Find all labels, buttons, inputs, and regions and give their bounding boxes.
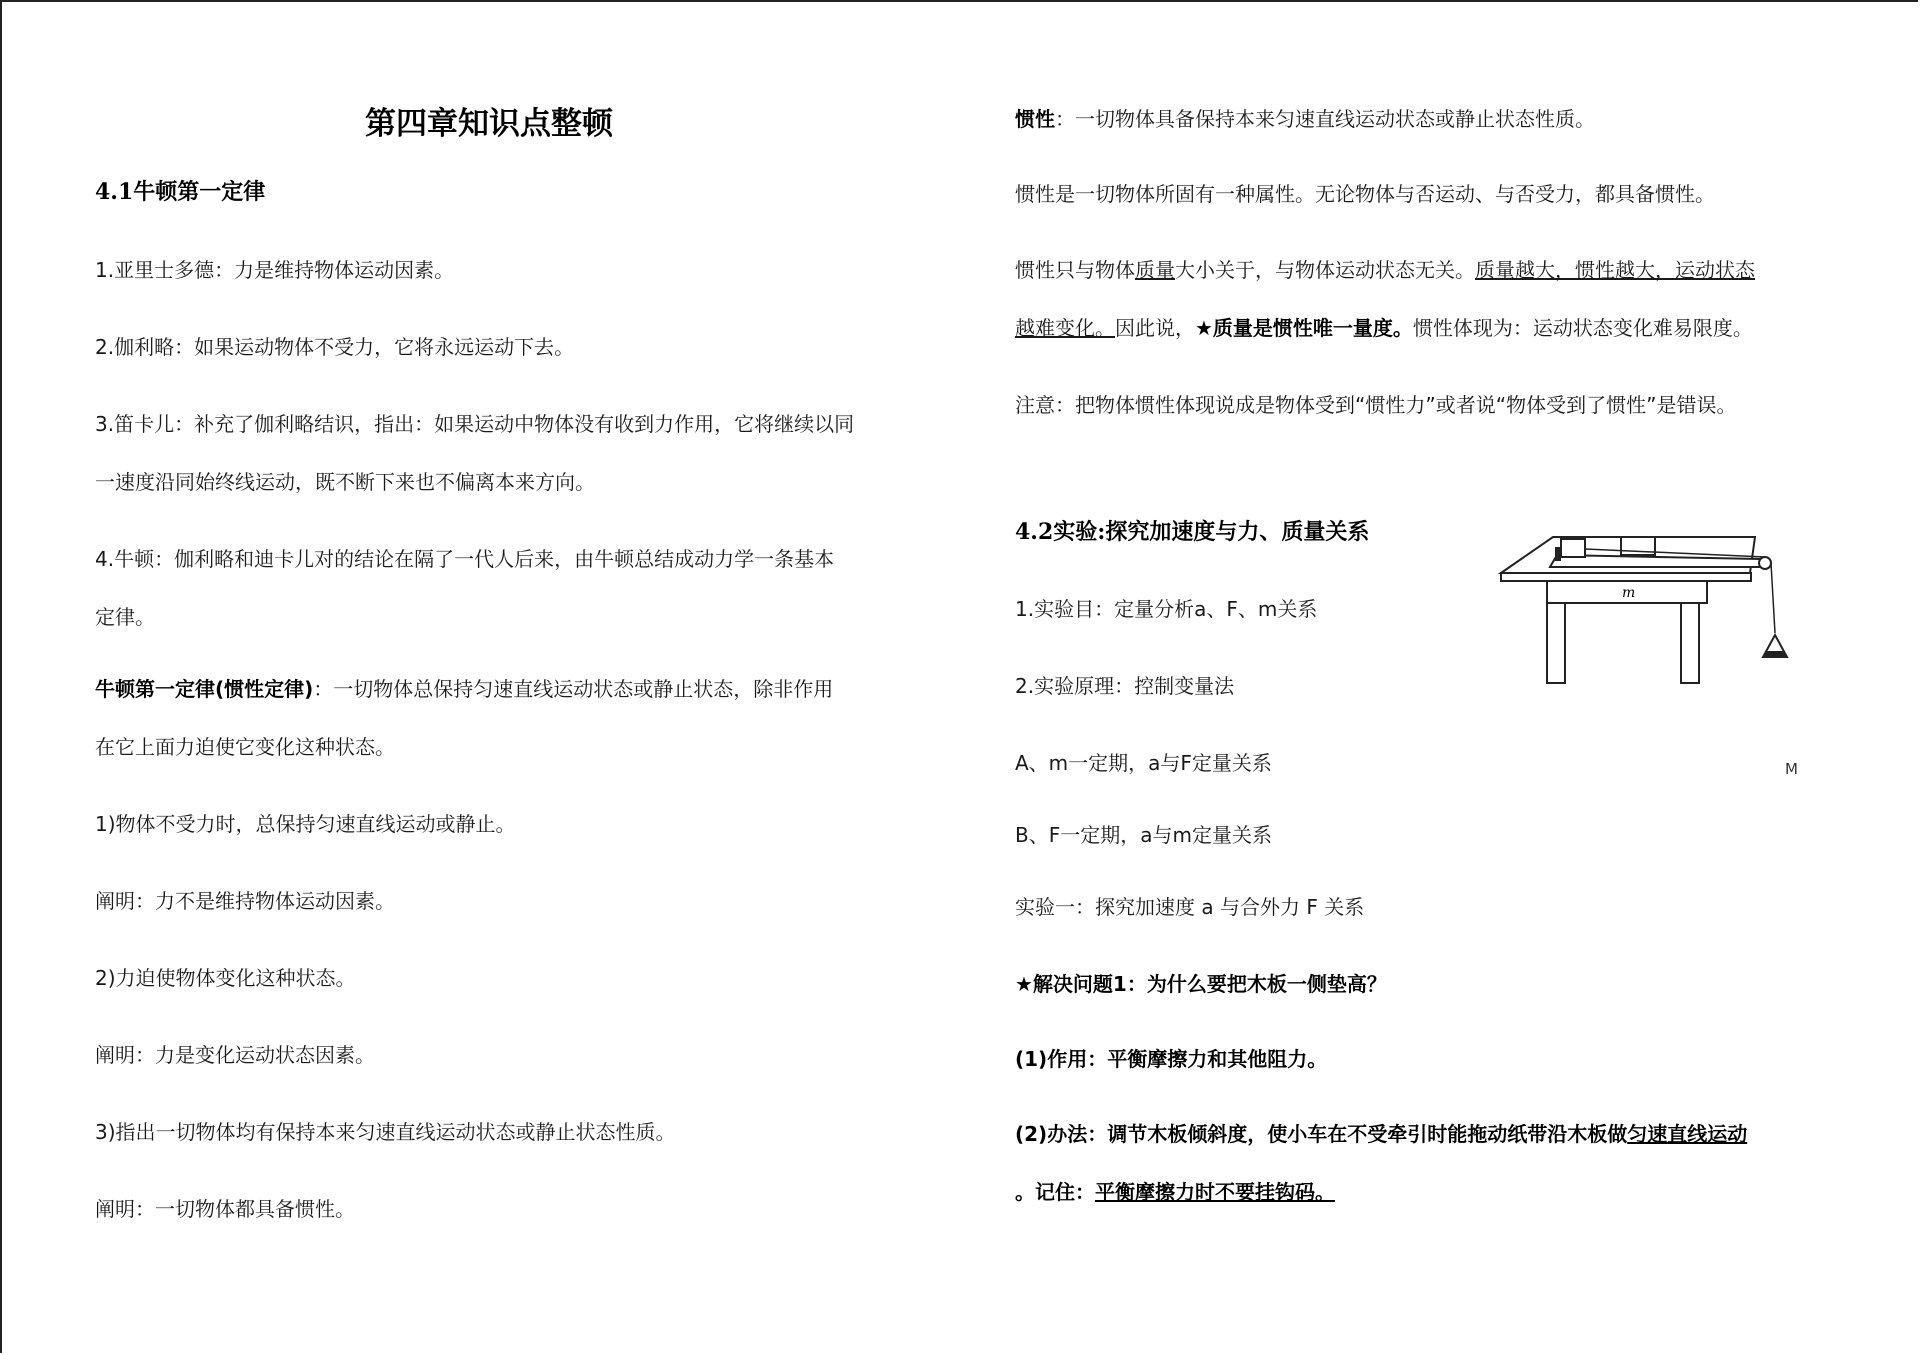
condition-a: A、m一定期，a与F定量关系 [1015,751,1272,775]
inertia-mass-line1 [1015,258,1755,282]
remember-prefix: 。记住： [1015,1180,1095,1204]
inertia-key-point: ★质量是惯性唯一量度。 [1195,316,1413,340]
law-text: ：一切物体总保持匀速直线运动状态或静止状态，除非作用 [313,677,834,701]
experiment-purpose: 1.实验目：定量分析a、F、m关系 [1015,597,1318,621]
question-1: ★解决问题1：为什么要把木板一侧垫高？ [1015,972,1387,996]
section-heading-4-1: 4.1牛顿第一定律 [95,179,266,205]
paragraph-galileo: 2.伽利略：如果运动物体不受力，它将永远运动下去。 [95,335,575,359]
inertia-therefore: 因此说， [1115,316,1195,340]
paragraph-descartes-line2: 一速度沿同始终线运动，既不断下来也不偏离本来方向。 [95,470,595,494]
figure-side-label: M [1785,760,1798,778]
point-1: 1)物体不受力时，总保持匀速直线运动或静止。 [95,812,516,836]
inertia-definition [1015,107,1595,131]
cart-mass-label: m [1622,585,1636,601]
paragraph-newton-line1: 4.牛顿：伽利略和迪卡儿对的结论在隔了一代人后来，由牛顿总结成动力学一条基本 [95,547,835,571]
section-heading-4-2: 4.2实验:探究加速度与力、质量关系 [1015,519,1370,545]
experiment-apparatus-figure [1495,535,1810,685]
condition-b: B、F一定期，a与m定量关系 [1015,823,1272,847]
ticker-box [1561,539,1585,557]
hook-weight-base [1765,651,1785,657]
answer-2-underlined: 匀速直线运动 [1627,1122,1748,1146]
explanation-1: 阐明：力不是维持物体运动因素。 [95,889,395,913]
point-2: 2)力迫使物体变化这种状态。 [95,966,356,990]
paragraph-descartes-line1: 3.笛卡儿：补充了伽利略结识，指出：如果运动中物体没有收到力作用，它将继续以同 [95,412,855,436]
paragraph-aristotle: 1.亚里士多德：力是维持物体运动因素。 [95,258,455,282]
answer-2-line2 [1015,1180,1335,1204]
answer-2-line1 [1015,1122,1747,1146]
inertia-mass-middle: 大小关于，与物体运动状态无关。 [1175,258,1475,282]
inertia-mass-word: 质量 [1135,258,1175,282]
answer-2-text: (2)办法：调节木板倾斜度，使小车在不受牵引时能拖动纸带沿木板做 [1015,1122,1628,1146]
paragraph-newton-line2: 定律。 [95,605,155,629]
inertia-manifestation: 惯性体现为：运动状态变化难易限度。 [1412,316,1753,340]
inertia-label: 惯性 [1015,107,1055,131]
inertia-mass-line2 [1015,316,1753,340]
table-leg-left [1547,603,1565,683]
law-statement-line2: 在它上面力迫使它变化这种状态。 [95,735,395,759]
apparatus-drawing [1495,535,1810,685]
inertia-text: ：一切物体具备保持本来匀速直线运动状态或静止状态性质。 [1055,107,1595,131]
experiment-principle: 2.实验原理：控制变量法 [1015,674,1235,698]
table-leg-right [1681,603,1699,683]
explanation-2: 阐明：力是变化运动状态因素。 [95,1043,375,1067]
pulley [1759,557,1771,569]
experiment-one: 实验一：探究加速度 a 与合外力 F 关系 [1015,895,1365,919]
answer-1: (1)作用：平衡摩擦力和其他阻力。 [1015,1047,1328,1071]
point-3: 3)指出一切物体均有保持本来匀速直线运动状态或静止状态性质。 [95,1120,676,1144]
inertia-property: 惯性是一切物体所固有一种属性。无论物体与否运动、与否受力，都具备惯性。 [1015,182,1715,206]
hanging-string [1771,563,1775,633]
inertia-mass-underlined: 质量越大，惯性越大，运动状态 [1475,258,1755,282]
law-label: 牛顿第一定律(惯性定律) [95,677,314,701]
inertia-note: 注意：把物体惯性体现说成是物体受到“惯性力”或者说“物体受到了惯性”是错误。 [1015,393,1737,417]
table-edge [1501,573,1751,581]
inertia-mass-prefix: 惯性只与物体 [1015,258,1135,282]
law-statement-line1 [95,677,833,701]
page-title: 第四章知识点整顿 [365,106,613,142]
inertia-difficult-change: 越难变化。 [1015,316,1115,340]
explanation-3: 阐明：一切物体都具备惯性。 [95,1197,355,1221]
remember-underlined: 平衡摩擦力时不要挂钩码。 [1095,1180,1335,1204]
